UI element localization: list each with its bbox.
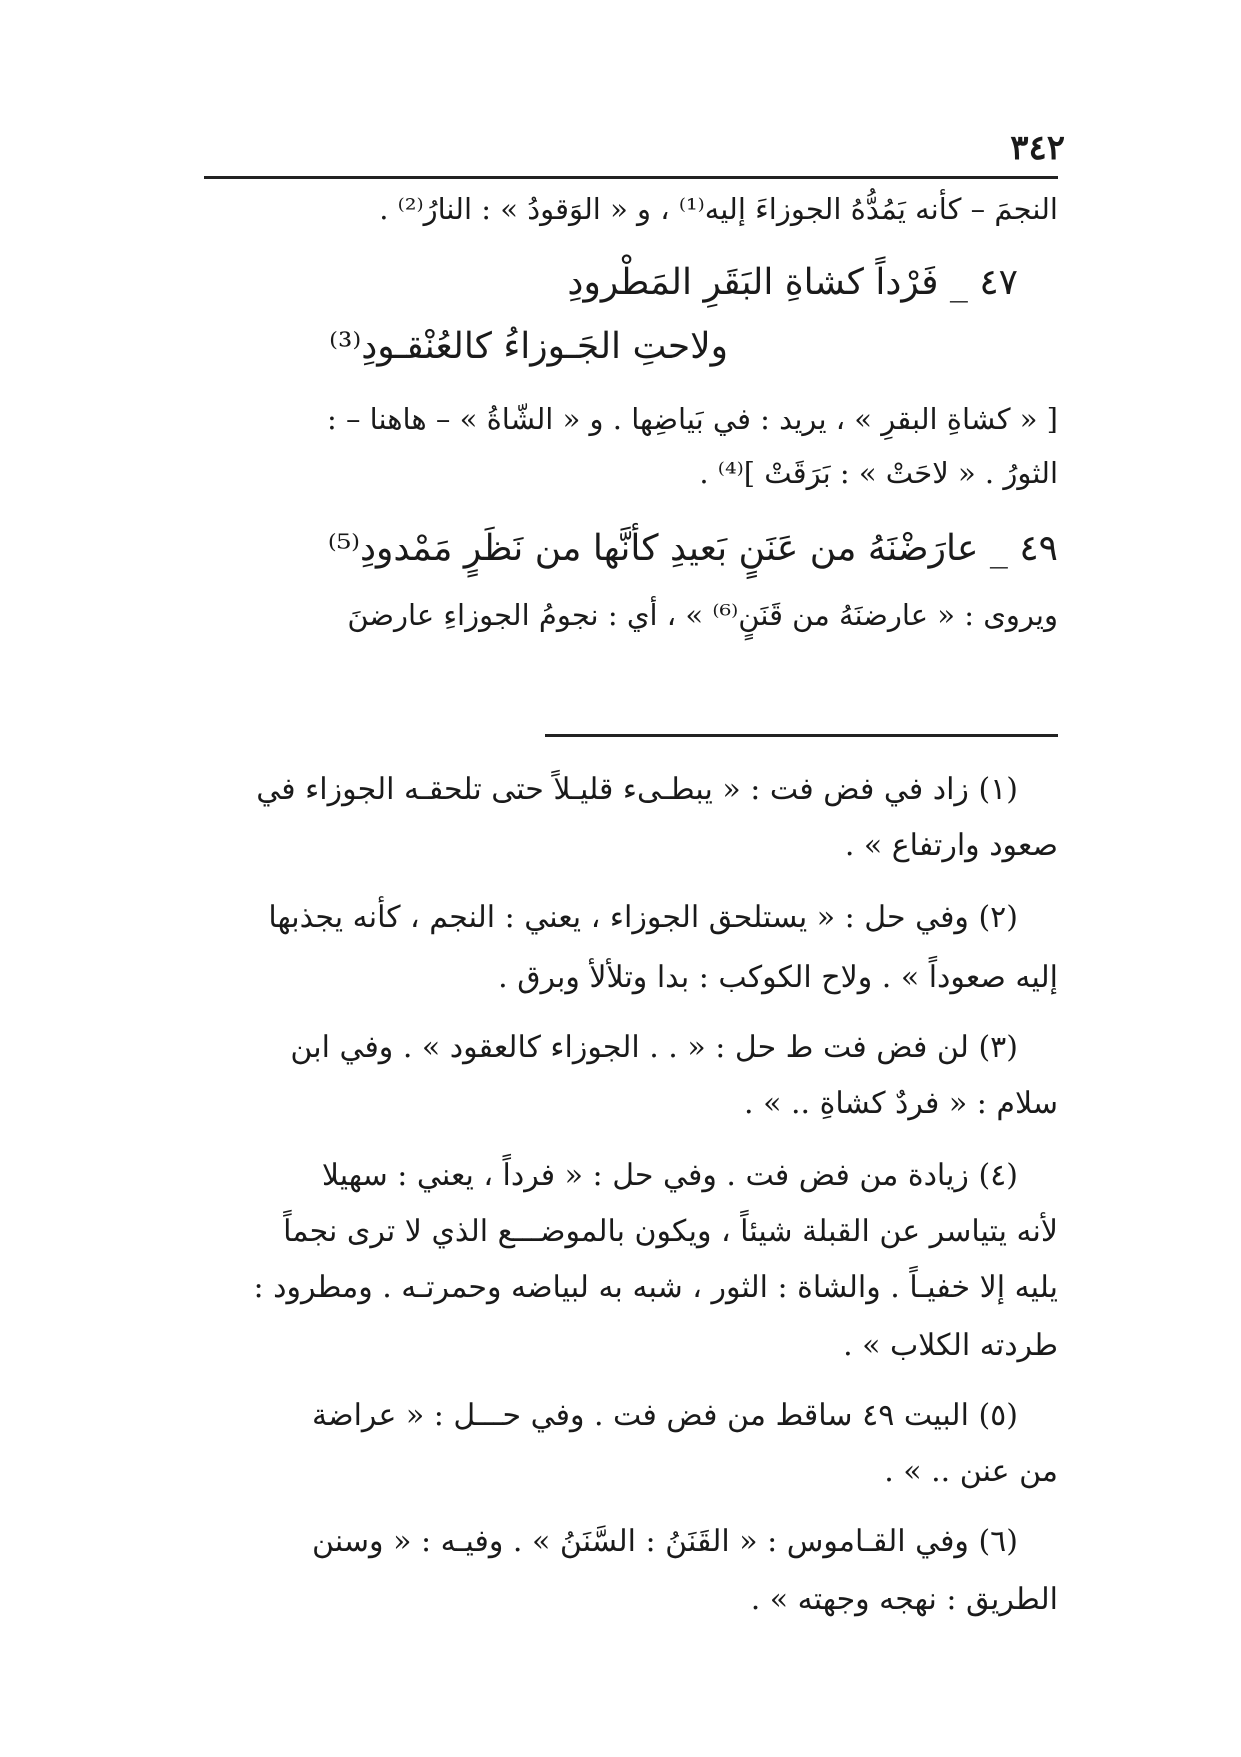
footnote-line: يليه إلا خفيـاً . والشاة : الثور ، شبه به لبياضه وحمرتـه . ومطرود : <box>253 1270 1058 1305</box>
footnote-line: صعود وارتفاع » . <box>844 828 1058 863</box>
footnote-line: إليه صعوداً » . ولاح الكوكب : بدا وتلألأ وبرق . <box>498 960 1058 995</box>
footnote-line: (٣) لن فض فت ط حل : « . . الجوزاء كالعقود » . وفي ابن <box>290 1030 1018 1065</box>
verse-line: ولاحتِ الجَـوزاءُ كالعُنْقـودِ⁽³⁾ <box>329 326 728 367</box>
footnote-line: سلام : « فردٌ كشاةِ .. » . <box>744 1086 1058 1121</box>
main-text-line: النجمَ – كأنه يَمُدُّهُ الجوزاءَ إليه⁽¹⁾ ، و « الوَقودُ » : النارُ⁽²⁾ . <box>379 192 1058 226</box>
verse-line: ٤٩ _ عارَضْنَهُ من عَنَنٍ بَعيدِ كأنَّها من نَظَرٍ مَمْدودِ⁽⁵⁾ <box>327 528 1058 569</box>
main-text-line: الثورُ . « لاحَتْ » : بَرَقَتْ ]⁽⁴⁾ . <box>699 456 1058 490</box>
footnote-line: (٥) البيت ٤٩ ساقط من فض فت . وفي حـــل : « عراضة <box>312 1398 1018 1433</box>
footnote-line: الطريق : نهجه وجهته » . <box>750 1582 1058 1617</box>
footnote-line: من عنن .. » . <box>884 1454 1058 1489</box>
footnote-line: (٦) وفي القـاموس : « القَنَنُ : السَّنَنُ » . وفيـه : « وسنن <box>312 1524 1018 1559</box>
footnote-line: (٤) زيادة من فض فت . وفي حل : « فرداً ، يعني : سهيلا <box>321 1158 1018 1193</box>
footnote-line: طردته الكلاب » . <box>843 1328 1058 1363</box>
footnote-rule <box>545 734 1058 737</box>
header-rule <box>204 176 1058 179</box>
main-text-line: ويروى : « عارضنَهُ من قَنَنٍ⁽⁶⁾ » ، أي : نجومُ الجوزاءِ عارضنَ <box>347 598 1058 632</box>
footnote-line: لأنه يتياسر عن القبلة شيئاً ، ويكون بالموضـــع الذي لا ترى نجماً <box>283 1214 1058 1249</box>
main-text-line: [ « كشاةِ البقرِ » ، يريد : في بَياضِها . و « الشّاةُ » – هاهنا – : <box>326 402 1058 436</box>
page-number: ٣٤٢ <box>1010 128 1065 168</box>
verse-line: ٤٧ _ فَرْداً كشاةِ البَقَرِ المَطْرودِ <box>567 262 1018 303</box>
footnote-line: (١) زاد في فض فت : « يبطـىء قليـلاً حتى تلحقـه الجوزاء في <box>256 772 1018 807</box>
footnote-line: (٢) وفي حل : « يستلحق الجوزاء ، يعني : النجم ، كأنه يجذبها <box>268 900 1018 935</box>
